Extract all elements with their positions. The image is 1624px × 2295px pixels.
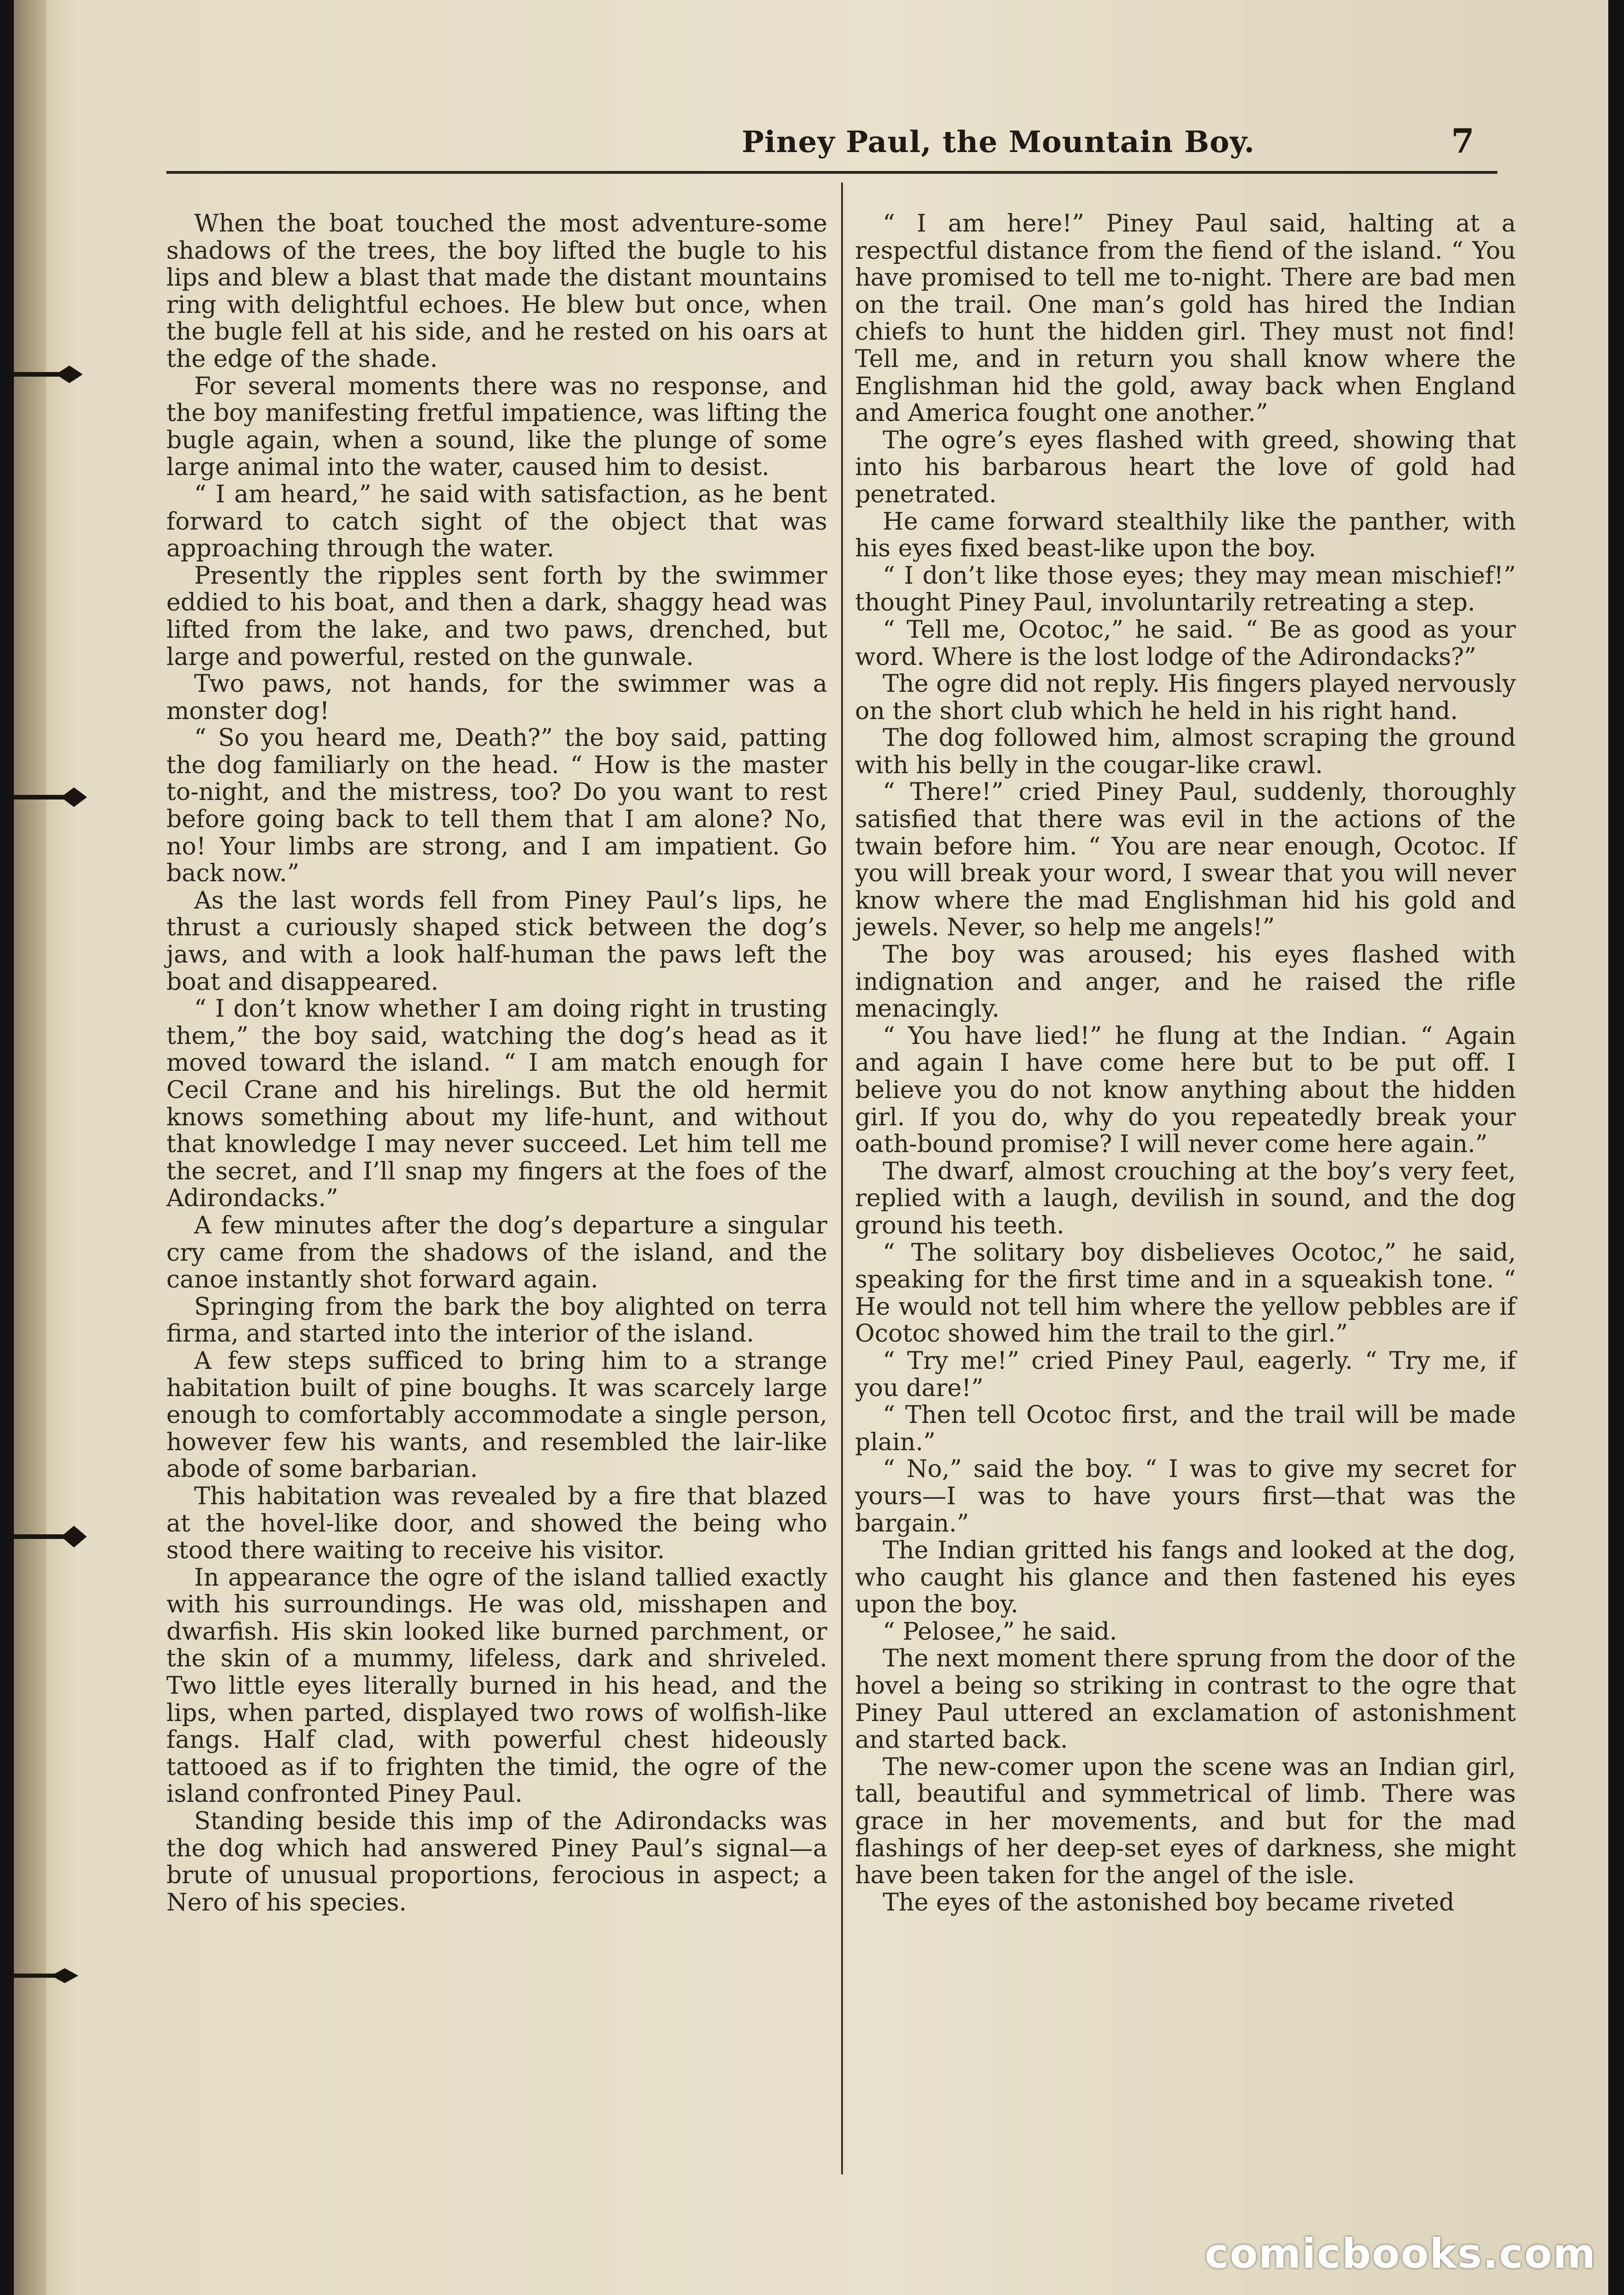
binding-stitch — [14, 781, 92, 813]
site-watermark: comicbooks.com — [1204, 2230, 1596, 2277]
paragraph: A few minutes after the dog’s departure a singular cry came from the shadows of the island, and the canoe instantly shot forward again. — [166, 1211, 827, 1294]
paragraph: When the boat touched the most adventure-some shadows of the trees, the boy lifted the bugle to his lips and blew a blast that made the distant mountains ring with delightful echoes. He blew but once, when the bugle fell at his side, and he rested on his oars at the edge of the shade. — [166, 210, 827, 373]
paragraph: “ Try me!” cried Piney Paul, eagerly. “ Try me, if you dare!” — [855, 1347, 1516, 1402]
paragraph: Springing from the bark the boy alighted on terra firma, and started into the interior of the island. — [166, 1293, 827, 1348]
paragraph: “ I am heard,” he said with satisfaction, as he bent forward to catch sight of the object that was approaching through the water. — [166, 480, 827, 563]
paragraph: The boy was aroused; his eyes flashed with indignation and anger, and he raised the rifle menacingly. — [855, 941, 1516, 1023]
paragraph: Two paws, not hands, for the swimmer was a monster dog! — [166, 670, 827, 725]
paragraph: The ogre’s eyes flashed with greed, showing that into his barbarous heart the love of gold had penetrated. — [855, 426, 1516, 508]
header-rule — [166, 171, 1497, 174]
paragraph: As the last words fell from Piney Paul’s lips, he thrust a curiously shaped stick between the dog’s jaws, and with a look half-human the paws left the boat and disappeared. — [166, 886, 827, 996]
binding-gutter — [14, 0, 46, 2295]
left-column — [166, 210, 827, 1916]
paragraph: The next moment there sprung from the door of the hovel a being so striking in contrast to the ogre that Piney Paul uttered an exclamation of astonishment and started back. — [855, 1645, 1516, 1754]
paragraph: Standing beside this imp of the Adirondacks was the dog which had answered Piney Paul’s signal—a brute of unusual proportions, ferocious in aspect; a Nero of his species. — [166, 1807, 827, 1917]
paragraph: “ Then tell Ocotoc first, and the trail will be made plain.” — [855, 1401, 1516, 1456]
magazine-page — [14, 0, 1608, 2295]
page-number: 7 — [1451, 121, 1475, 160]
paragraph: For several moments there was no response, and the boy manifesting fretful impatience, was lifting the bugle again, when a sound, like the plunge of some large animal into the water, caused him to desist. — [166, 372, 827, 482]
paragraph: “ So you heard me, Death?” the boy said, patting the dog familiarly on the head. “ How is the master to-night, and the mistress, too? Do you want to rest before going back to tell them that I am alone? No, no! Your limbs are strong, and I am impatient. Go back now.” — [166, 724, 827, 888]
paragraph: The ogre did not reply. His fingers played nervously on the short club which he held in his right hand. — [855, 670, 1516, 725]
paragraph: “ I don’t like those eyes; they may mean mischief!” thought Piney Paul, involuntarily retreating a step. — [855, 562, 1516, 617]
paragraph: “ Tell me, Ocotoc,” he said. “ Be as good as your word. Where is the lost lodge of the Adirondacks?” — [855, 616, 1516, 671]
paragraph: In appearance the ogre of the island tallied exactly with his surroundings. He was old, misshapen and dwarfish. His skin looked like burned parchment, or the skin of a mummy, lifeless, dark and shriveled. Two little eyes literally burned in his head, and the lips, when parted, displayed two rows of wolfish-like fangs. Half clad, with powerful chest hideously tattooed as if to frighten the timid, the ogre of the island confronted Piney Paul. — [166, 1563, 827, 1808]
paragraph: The eyes of the astonished boy became riveted — [883, 1888, 1455, 1917]
paragraph: “ Pelosee,” he said. — [883, 1617, 1117, 1646]
binding-stitch — [14, 1959, 92, 1992]
paragraph: “ There!” cried Piney Paul, suddenly, thoroughly satisfied that there was evil in the actions of the twain before him. “ You are near enough, Ocotoc. If you will break your word, I swear that you will never know where the mad Englishman hid his gold and jewels. Never, so help me angels!” — [855, 778, 1516, 942]
paragraph: He came forward stealthily like the panther, with his eyes fixed beast-like upon the boy. — [855, 507, 1516, 563]
paragraph: The Indian gritted his fangs and looked at the dog, who caught his glance and then fastened his eyes upon the boy. — [855, 1537, 1516, 1619]
binding-stitch — [14, 1520, 92, 1553]
paragraph: A few steps sufficed to bring him to a strange habitation built of pine boughs. It was scarcely large enough to comfortably accommodate a single person, however few his wants, and resembled the lair-like abode of some barbarian. — [166, 1347, 827, 1483]
paragraph: The dog followed him, almost scraping the ground with his belly in the cougar-like crawl. — [855, 724, 1516, 779]
running-header-title: Piney Paul, the Mountain Boy. — [741, 125, 1255, 159]
paragraph: Presently the ripples sent forth by the swimmer eddied to his boat, and then a dark, shaggy head was lifted from the lake, and two paws, drenched, but large and powerful, rested on the gunwale. — [166, 562, 827, 671]
paragraph: “ I don’t know whether I am doing right in trusting them,” the boy said, watching the dog’s head as it moved toward the island. “ I am match enough for Cecil Crane and his hirelings. But the old hermit knows something about my life-hunt, and without that knowledge I may never succeed. Let him tell me the secret, and I’ll snap my fingers at the foes of the Adirondacks.” — [166, 995, 827, 1213]
right-column — [841, 210, 1516, 1916]
paragraph: The new-comer upon the scene was an Indian girl, tall, beautiful and symmetrical of limb. There was grace in her movements, and but for the mad flashings of her deep-set eyes of darkness, she might have been taken for the angel of the isle. — [855, 1753, 1516, 1890]
paragraph: “ The solitary boy disbelieves Ocotoc,” he said, speaking for the first time and in a squeakish tone. “ He would not tell him where the yellow pebbles are if Ocotoc showed him the trail to the girl.” — [855, 1239, 1516, 1348]
paragraph: The dwarf, almost crouching at the boy’s very feet, replied with a laugh, devilish in sound, and the dog ground his teeth. — [855, 1157, 1516, 1239]
paragraph: “ I am here!” Piney Paul said, halting at a respectful distance from the fiend of the island. “ You have promised to tell me to-night. There are bad men on the trail. One man’s gold has hired the Indian chiefs to hunt the hidden girl. They must not find! Tell me, and in return you shall know where the Englishman hid the gold, away back when England and America fought one another.” — [855, 210, 1516, 427]
paragraph: This habitation was revealed by a fire that blazed at the hovel-like door, and showed the being who stood there waiting to receive his visitor. — [166, 1482, 827, 1565]
paragraph: “ No,” said the boy. “ I was to give my secret for yours—I was to have yours first—that was the bargain.” — [855, 1455, 1516, 1538]
binding-stitch — [14, 358, 92, 391]
paragraph: “ You have lied!” he flung at the Indian. “ Again and again I have come here but to be put off. I believe you do not know anything about the hidden girl. If you do, why do you repeatedly break your oath-bound promise? I will never come here again.” — [855, 1022, 1516, 1159]
